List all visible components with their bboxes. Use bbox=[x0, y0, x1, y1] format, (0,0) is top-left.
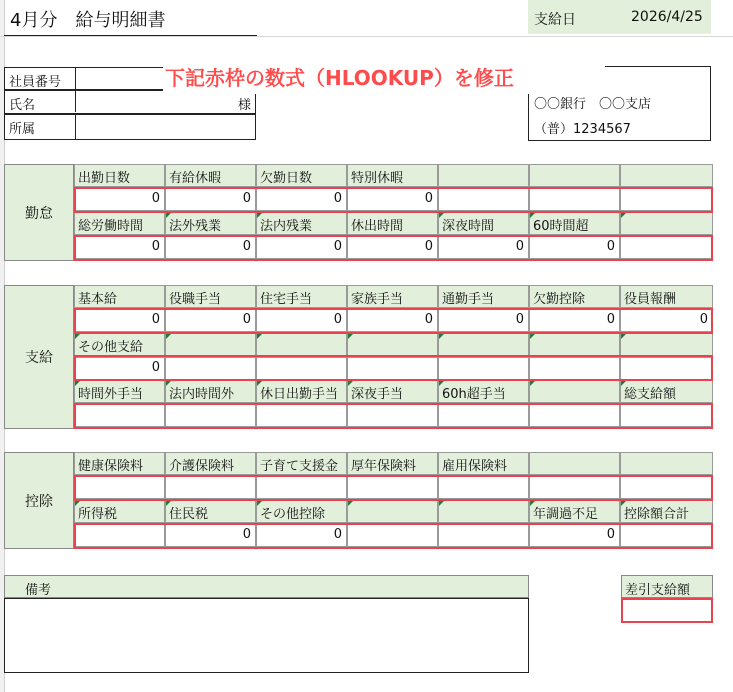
payments-section-label: 支給 bbox=[4, 285, 74, 429]
item-label-cell[interactable]: 法内残業 bbox=[256, 212, 347, 235]
formula-error-indicator-icon bbox=[439, 334, 444, 339]
item-value-cell[interactable]: 0 bbox=[74, 188, 165, 211]
item-value-cell[interactable]: 0 bbox=[347, 236, 438, 259]
item-label-cell[interactable] bbox=[620, 164, 713, 187]
divider bbox=[75, 115, 76, 139]
item-value-cell[interactable]: 0 bbox=[256, 188, 347, 211]
item-label-cell[interactable] bbox=[165, 333, 256, 356]
name-suffix: 様 bbox=[237, 98, 251, 113]
item-value-cell[interactable] bbox=[529, 476, 620, 499]
item-label-cell[interactable]: 介護保険料 bbox=[165, 452, 256, 475]
formula-error-indicator-icon bbox=[621, 334, 626, 339]
divider bbox=[75, 91, 76, 112]
item-value-cell[interactable] bbox=[438, 357, 529, 380]
bank-account-number: （普）1234567 bbox=[534, 122, 631, 137]
item-label-cell[interactable]: 出勤日数 bbox=[74, 164, 165, 187]
item-value-cell[interactable]: 0 bbox=[74, 309, 165, 332]
attendance-section-label: 勤怠 bbox=[4, 164, 74, 261]
item-label-cell[interactable]: 60時間超 bbox=[529, 212, 620, 235]
formula-error-indicator-icon bbox=[439, 213, 444, 218]
item-value-cell[interactable] bbox=[438, 188, 529, 211]
formula-error-indicator-icon bbox=[75, 501, 80, 506]
formula-error-indicator-icon bbox=[530, 213, 535, 218]
remarks-header: 備考 bbox=[4, 575, 529, 598]
formula-error-indicator-icon bbox=[439, 501, 444, 506]
formula-error-indicator-icon bbox=[348, 381, 353, 386]
formula-error-indicator-icon bbox=[348, 334, 353, 339]
item-label-cell[interactable]: 健康保険料 bbox=[74, 452, 165, 475]
item-label-cell[interactable]: その他支給 bbox=[74, 333, 165, 356]
item-value-cell[interactable]: 0 bbox=[74, 236, 165, 259]
remarks-area[interactable] bbox=[4, 598, 529, 673]
item-label-cell[interactable]: 総労働時間 bbox=[74, 212, 165, 235]
item-label-cell[interactable]: 深夜手当 bbox=[347, 380, 438, 403]
item-label-cell[interactable] bbox=[529, 380, 620, 403]
item-label-cell[interactable]: 法外残業 bbox=[165, 212, 256, 235]
item-value-cell[interactable] bbox=[347, 524, 438, 547]
item-value-cell[interactable] bbox=[438, 404, 529, 427]
item-label-cell[interactable] bbox=[438, 164, 529, 187]
item-label-cell[interactable]: 住宅手当 bbox=[256, 285, 347, 308]
employee-dept-row[interactable] bbox=[4, 114, 256, 140]
item-value-cell[interactable] bbox=[620, 357, 713, 380]
item-label-cell[interactable]: 休日出勤手当 bbox=[256, 380, 347, 403]
item-value-cell[interactable]: 0 bbox=[74, 357, 165, 380]
divider bbox=[75, 68, 76, 89]
formula-error-indicator-icon bbox=[530, 501, 535, 506]
item-value-cell[interactable] bbox=[620, 404, 713, 427]
item-label-cell[interactable] bbox=[347, 333, 438, 356]
item-label-cell[interactable]: 通勤手当 bbox=[438, 285, 529, 308]
item-label-cell[interactable] bbox=[620, 212, 713, 235]
item-value-cell[interactable] bbox=[620, 236, 713, 259]
item-value-cell[interactable]: 0 bbox=[256, 524, 347, 547]
formula-error-indicator-icon bbox=[257, 213, 262, 218]
item-value-cell[interactable]: 0 bbox=[347, 309, 438, 332]
item-value-cell[interactable]: 0 bbox=[529, 309, 620, 332]
item-label-cell[interactable]: 所得税 bbox=[74, 500, 165, 523]
net-pay-header: 差引支給額 bbox=[621, 575, 713, 598]
item-value-cell[interactable] bbox=[347, 357, 438, 380]
item-value-cell[interactable] bbox=[74, 524, 165, 547]
formula-error-indicator-icon bbox=[530, 381, 535, 386]
item-label-cell[interactable]: 役職手当 bbox=[165, 285, 256, 308]
employee-dept-label: 所属 bbox=[9, 122, 36, 137]
item-value-cell[interactable] bbox=[347, 476, 438, 499]
formula-error-indicator-icon bbox=[257, 334, 262, 339]
item-value-cell[interactable]: 0 bbox=[165, 188, 256, 211]
item-label-cell[interactable] bbox=[256, 333, 347, 356]
item-value-cell[interactable]: 0 bbox=[165, 236, 256, 259]
formula-error-indicator-icon bbox=[75, 334, 80, 339]
formula-error-indicator-icon bbox=[621, 213, 626, 218]
item-value-cell[interactable] bbox=[256, 357, 347, 380]
item-value-cell[interactable] bbox=[620, 476, 713, 499]
page-title: 4月分 給与明細書 bbox=[10, 10, 166, 31]
item-value-cell[interactable]: 0 bbox=[165, 309, 256, 332]
item-value-cell[interactable]: 0 bbox=[620, 309, 713, 332]
item-label-cell[interactable]: 控除額合計 bbox=[620, 500, 713, 523]
employee-id-label: 社員番号 bbox=[9, 75, 62, 90]
formula-error-indicator-icon bbox=[166, 381, 171, 386]
item-value-cell[interactable] bbox=[438, 476, 529, 499]
item-label-cell[interactable]: 役員報酬 bbox=[620, 285, 713, 308]
item-value-cell[interactable] bbox=[74, 476, 165, 499]
formula-error-indicator-icon bbox=[348, 501, 353, 506]
item-value-cell[interactable] bbox=[620, 524, 713, 547]
item-label-cell[interactable]: 家族手当 bbox=[347, 285, 438, 308]
formula-error-indicator-icon bbox=[257, 501, 262, 506]
item-value-cell[interactable]: 0 bbox=[165, 524, 256, 547]
item-label-cell[interactable] bbox=[529, 452, 620, 475]
item-label-cell[interactable]: 欠勤日数 bbox=[256, 164, 347, 187]
item-value-cell[interactable] bbox=[529, 404, 620, 427]
item-label-cell[interactable] bbox=[529, 164, 620, 187]
formula-error-indicator-icon bbox=[166, 501, 171, 506]
item-label-cell[interactable]: 住民税 bbox=[165, 500, 256, 523]
formula-error-indicator-icon bbox=[166, 213, 171, 218]
item-label-cell[interactable]: 厚年保険料 bbox=[347, 452, 438, 475]
formula-error-indicator-icon bbox=[439, 381, 444, 386]
header-row bbox=[0, 0, 733, 37]
item-value-cell[interactable]: 0 bbox=[438, 309, 529, 332]
item-label-cell[interactable]: 60h超手当 bbox=[438, 380, 529, 403]
title-underline bbox=[4, 35, 257, 36]
item-value-cell[interactable] bbox=[256, 476, 347, 499]
item-label-cell[interactable]: 総支給額 bbox=[620, 380, 713, 403]
item-value-cell[interactable] bbox=[165, 357, 256, 380]
item-value-cell[interactable] bbox=[165, 404, 256, 427]
item-value-cell[interactable] bbox=[529, 188, 620, 211]
item-value-cell[interactable] bbox=[256, 404, 347, 427]
item-value-cell[interactable]: 0 bbox=[438, 236, 529, 259]
item-label-cell[interactable] bbox=[620, 452, 713, 475]
item-label-cell[interactable]: 法内時間外 bbox=[165, 380, 256, 403]
item-label-cell[interactable] bbox=[438, 500, 529, 523]
item-label-cell[interactable]: 深夜時間 bbox=[438, 212, 529, 235]
item-label-cell[interactable]: 休出時間 bbox=[347, 212, 438, 235]
item-value-cell[interactable]: 0 bbox=[256, 309, 347, 332]
item-value-cell[interactable] bbox=[165, 476, 256, 499]
item-value-cell[interactable]: 0 bbox=[347, 188, 438, 211]
formula-error-indicator-icon bbox=[257, 381, 262, 386]
item-label-cell[interactable]: 欠勤控除 bbox=[529, 285, 620, 308]
item-value-cell[interactable] bbox=[529, 357, 620, 380]
employee-name-label: 氏名 bbox=[9, 98, 36, 113]
item-label-cell[interactable] bbox=[347, 500, 438, 523]
item-label-cell[interactable]: 特別休暇 bbox=[347, 164, 438, 187]
formula-error-indicator-icon bbox=[621, 501, 626, 506]
formula-error-indicator-icon bbox=[621, 381, 626, 386]
item-value-cell[interactable] bbox=[438, 524, 529, 547]
item-label-cell[interactable]: 子育て支援金 bbox=[256, 452, 347, 475]
instruction-banner: 下記赤枠の数式（HLOOKUP）を修正 bbox=[163, 62, 605, 94]
formula-error-indicator-icon bbox=[530, 334, 535, 339]
item-value-cell[interactable]: 0 bbox=[256, 236, 347, 259]
item-value-cell[interactable] bbox=[74, 404, 165, 427]
formula-error-indicator-icon bbox=[75, 381, 80, 386]
item-label-cell[interactable] bbox=[620, 333, 713, 356]
item-label-cell[interactable] bbox=[529, 333, 620, 356]
item-value-cell[interactable]: 0 bbox=[529, 524, 620, 547]
item-label-cell[interactable]: 雇用保険料 bbox=[438, 452, 529, 475]
formula-error-indicator-icon bbox=[166, 334, 171, 339]
item-label-cell[interactable]: 有給休暇 bbox=[165, 164, 256, 187]
deductions-section-label: 控除 bbox=[4, 452, 74, 549]
bank-name: 〇〇銀行 〇〇支店 bbox=[534, 97, 652, 112]
item-label-cell[interactable]: 基本給 bbox=[74, 285, 165, 308]
item-label-cell[interactable]: 年調過不足 bbox=[529, 500, 620, 523]
net-pay-value[interactable] bbox=[621, 598, 713, 623]
item-label-cell[interactable] bbox=[438, 333, 529, 356]
item-label-cell[interactable]: その他控除 bbox=[256, 500, 347, 523]
item-value-cell[interactable] bbox=[620, 188, 713, 211]
payday-date[interactable]: 2026/4/25 bbox=[631, 9, 703, 25]
payday-label: 支給日 bbox=[534, 12, 576, 28]
item-value-cell[interactable] bbox=[347, 404, 438, 427]
item-label-cell[interactable]: 時間外手当 bbox=[74, 380, 165, 403]
item-value-cell[interactable]: 0 bbox=[529, 236, 620, 259]
